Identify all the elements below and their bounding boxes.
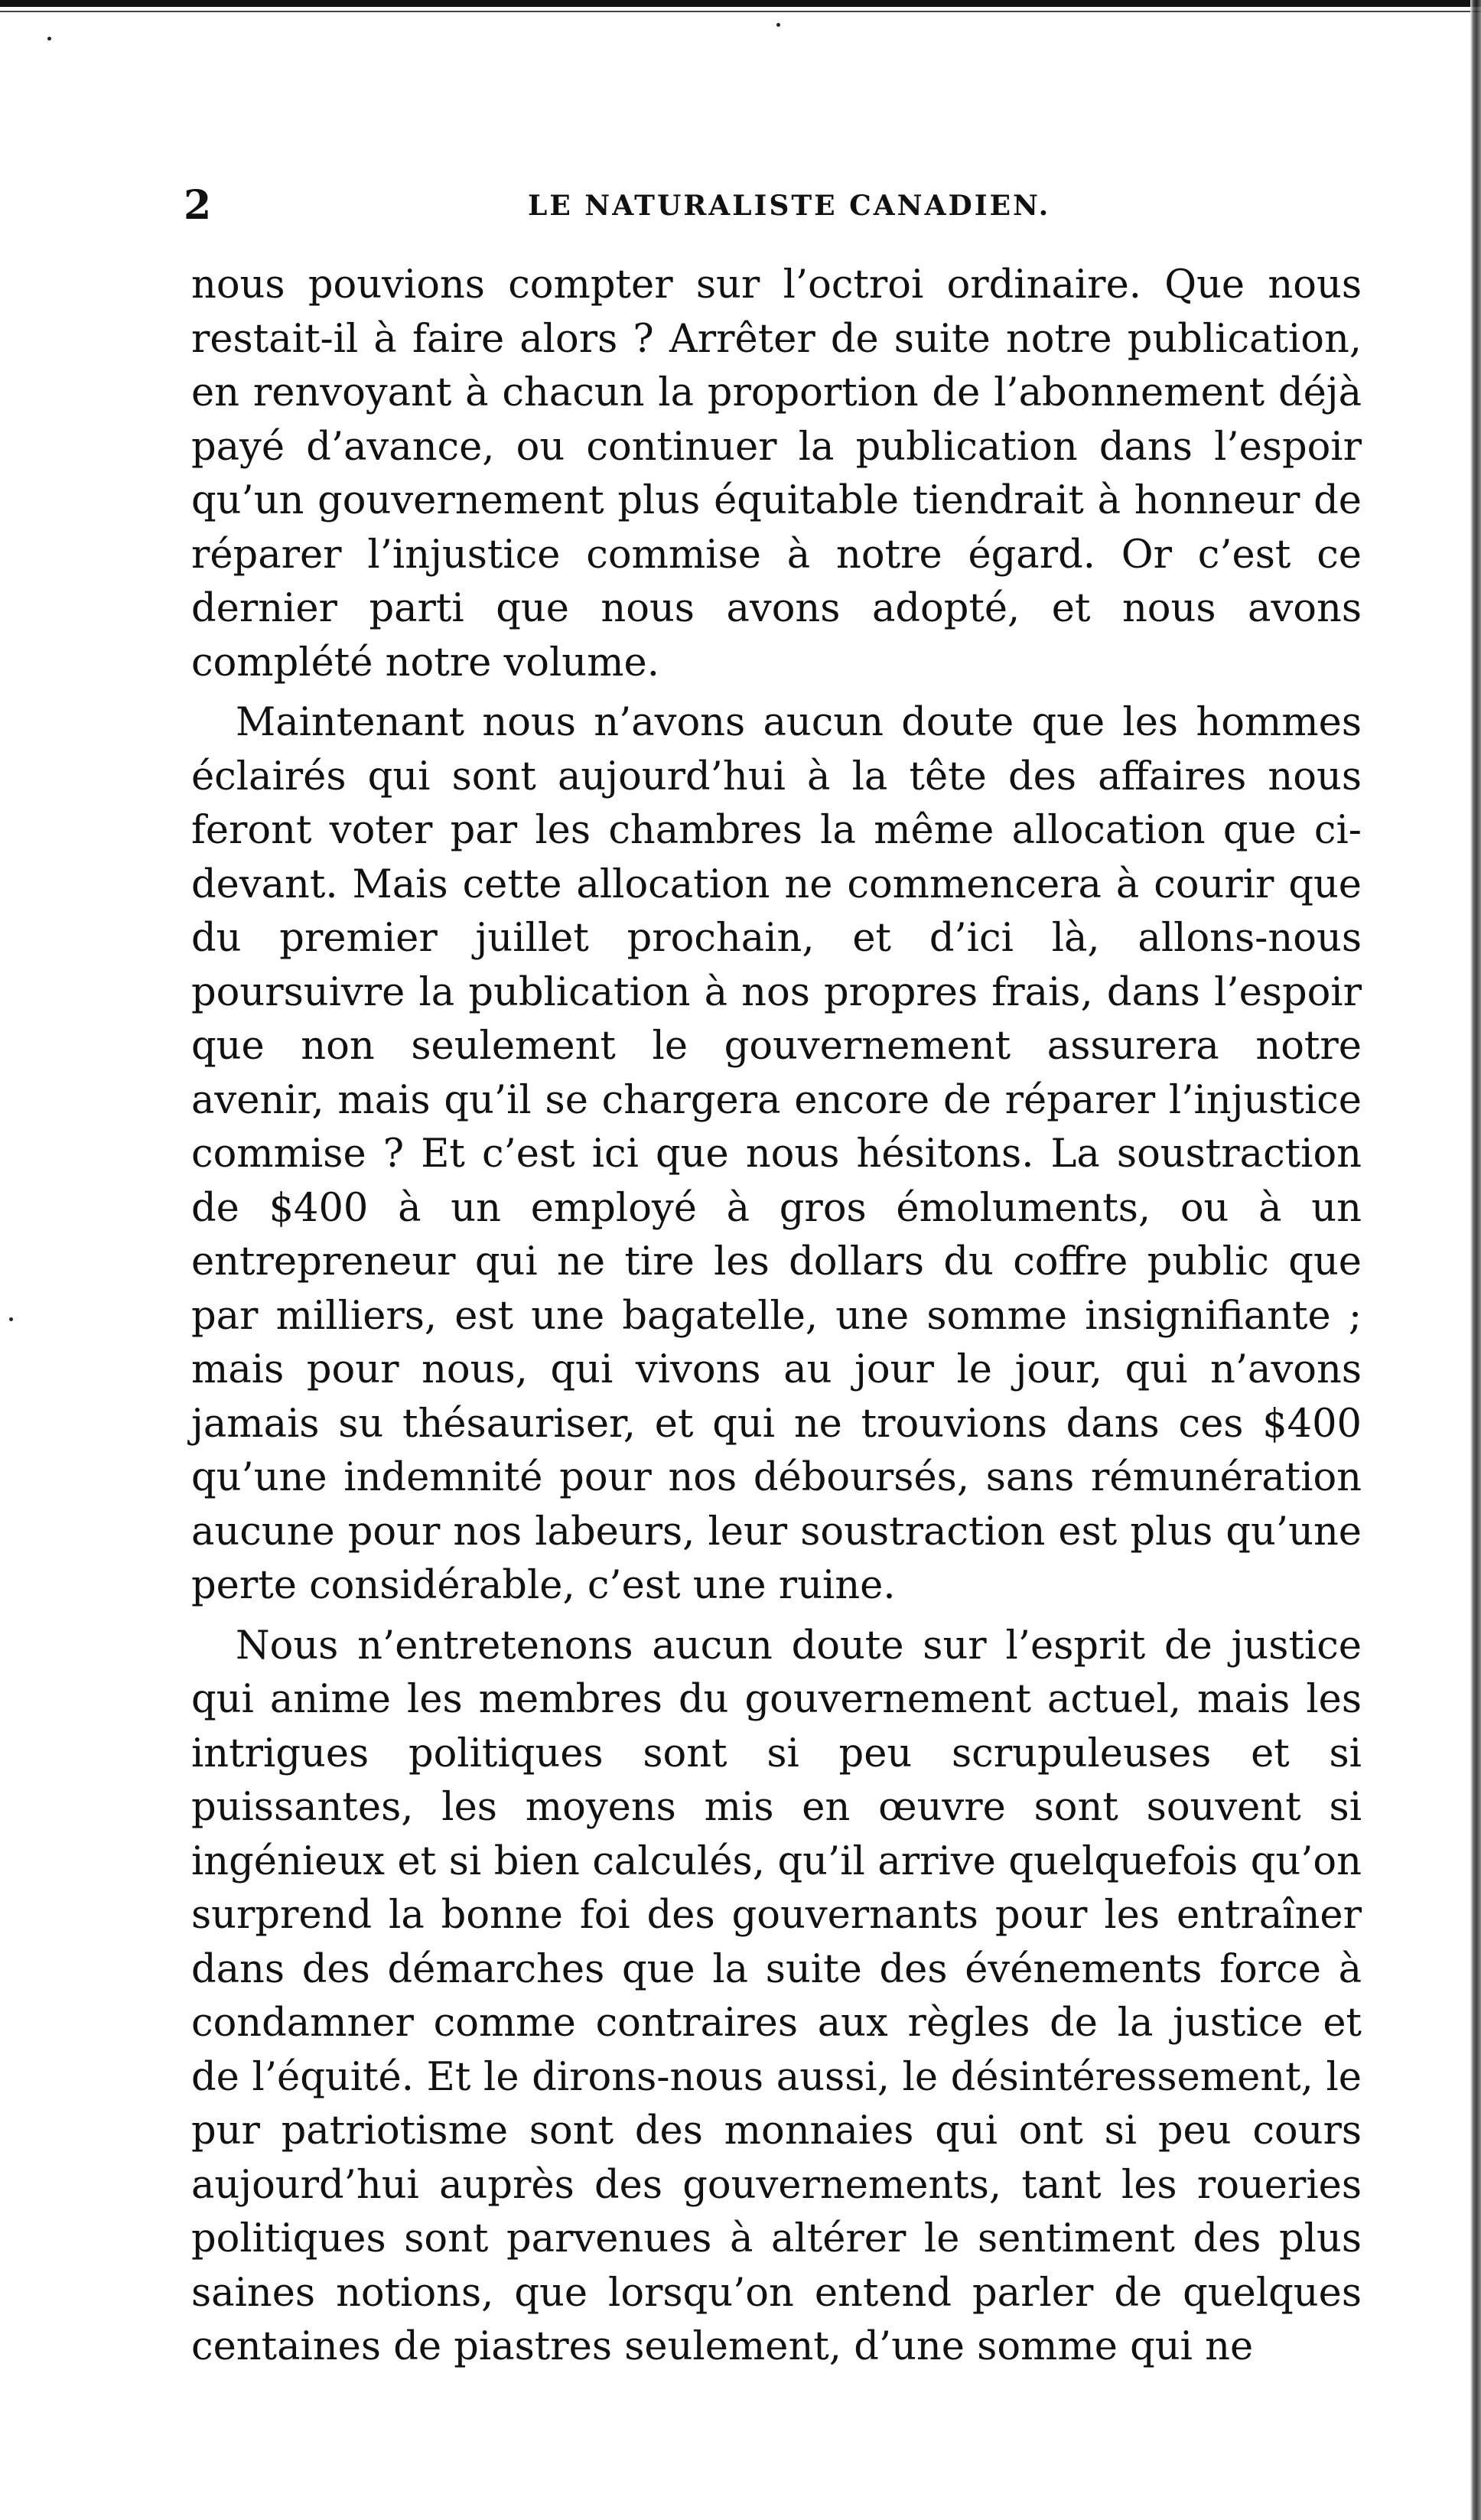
paragraph-3: Nous n’entretenons aucun doute sur l’esprit de justice qui anime les membres du gouvernement actuel, mais les intrigues politiques sont si peu scrupuleuses et si puissantes, les moyens mis en œuvre sont souvent si ingénieux et si bien calculés, qu’il arrive quelquefois qu’on surprend la bonne foi des gouvernants pour les entraîner dans des démarches que la suite des événements force à condamner comme contraires aux règles de la justice et de l’équité. Et le dirons-nous aussi, le désintéressement, le pur patriotisme sont des monnaies qui ont si peu cours aujourd’hui auprès des gouvernements, tant les roueries politiques sont parvenues à altérer le sentiment des plus saines notions, que lorsqu’on entend parler de quelques centaines de piastres seulement, d’une somme qui ne (191, 1623, 1362, 2369)
print-speck (9, 1317, 13, 1321)
running-head: LE NATURALISTE CANADIEN. (528, 190, 1051, 222)
paragraph-1: nous pouvions compter sur l’octroi ordinaire. Que nous restait-il à faire alors ? Arrêter de suite notre publication, en renvoyant à chacun la proportion de l’abonnement déjà payé d’avance, ou continuer la publication dans l’espoir qu’un gouvernement plus équitable tiendrait à honneur de réparer l’injustice commise à notre égard. Or c’est ce dernier parti que nous avons adopté, et nous avons complété notre volume. (191, 262, 1362, 685)
print-speck (47, 37, 51, 41)
page-header (184, 182, 1415, 228)
body-text (191, 259, 1362, 2381)
print-speck (776, 23, 780, 27)
page-number: 2 (184, 182, 212, 229)
paragraph-2: Maintenant nous n’avons aucun doute que les hommes éclairés qui sont aujourd’hui à la tête des affaires nous feront voter par les chambres la même allocation que ci-devant. Mais cette allocation ne commencera à courir que du premier juillet prochain, et d’ici là, allons-nous poursuivre la publication à nos propres frais, dans l’espoir que non seulement le gouvernement assurera notre avenir, mais qu’il se chargera encore de réparer l’injustice commise ? Et c’est ici que nous hésitons. La soustraction de $400 à un employé à gros émoluments, ou à un entrepreneur qui ne tire les dollars du coffre public que par milliers, est une bagatelle, une somme insignifiante ; mais pour nous, qui vivons au jour le jour, qui n’avons jamais su thésauriser, et qui ne trouvions dans ces $400 qu’une indemnité pour nos déboursés, sans rémunération aucune pour nos labeurs, leur soustraction est plus qu’une perte considérable, c’est une ruine. (191, 700, 1362, 1608)
page-edge-shadow (1470, 0, 1481, 2520)
top-border-rule (0, 0, 1481, 17)
